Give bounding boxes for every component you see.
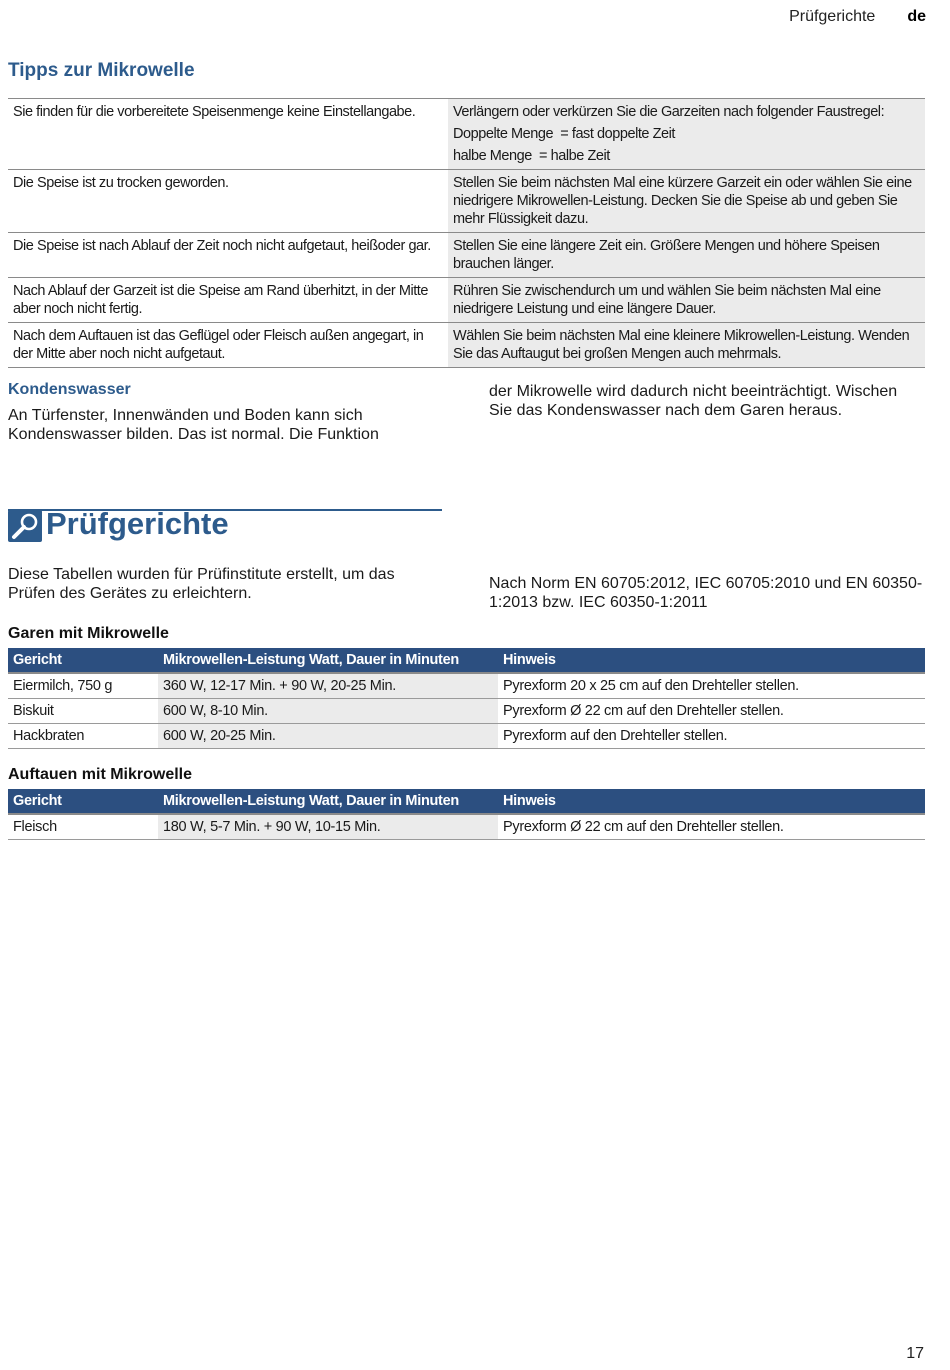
header-section: Prüfgerichte (789, 8, 876, 25)
tips-problem: Die Speise ist zu trocken geworden. (8, 170, 448, 233)
table-cell: Pyrexform auf den Drehteller stellen. (498, 723, 925, 748)
tips-solution-line: Stellen Sie eine längere Zeit ein. Größere Mengen und höhere Speisen brauchen länger. (453, 238, 880, 272)
table-cell: Eiermilch, 750 g (8, 673, 158, 698)
tips-solution-line: Doppelte Menge = fast doppelte Zeit (453, 126, 675, 142)
tips-solution-line: Rühren Sie zwischendurch um und wählen Sie beim nächsten Mal eine niedrigere Leistung und eine längere Dauer. (453, 283, 881, 317)
tips-problem: Sie finden für die vorbereitete Speisenmenge keine Einstellangabe. (8, 99, 448, 170)
tips-row (8, 278, 925, 323)
table-cell: 360 W, 12-17 Min. + 90 W, 20-25 Min. (158, 673, 498, 698)
column-header: Hinweis (498, 789, 925, 814)
column-header: Mikrowellen-Leistung Watt, Dauer in Minuten (158, 648, 498, 673)
tips-table (8, 98, 925, 368)
table-cell: 180 W, 5-7 Min. + 90 W, 10-15 Min. (158, 814, 498, 839)
tips-solution (448, 323, 925, 368)
auftauen-title: Auftauen mit Mikrowelle (8, 766, 193, 783)
tips-solution-line: Verlängern oder verkürzen Sie die Garzeiten nach folgender Faustregel: (453, 104, 885, 120)
pruef-intro-left: Diese Tabellen wurden für Prüfinstitute erstellt, um das Prüfen des Gerätes zu erleichtern. (8, 566, 395, 602)
table-cell: 600 W, 20-25 Min. (158, 723, 498, 748)
tips-row (8, 170, 925, 233)
tips-problem: Nach Ablauf der Garzeit ist die Speise am Rand überhitzt, in der Mitte aber noch nicht fertig. (8, 278, 448, 323)
tips-problem: Die Speise ist nach Ablauf der Zeit noch nicht aufgetaut, heißoder gar. (8, 233, 448, 278)
auftauen-table (8, 789, 925, 840)
column-header: Mikrowellen-Leistung Watt, Dauer in Minuten (158, 789, 498, 814)
table-cell: Biskuit (8, 698, 158, 723)
pruef-intro-right: Nach Norm EN 60705:2012, IEC 60705:2010 und EN 60350-1:2013 bzw. IEC 60350-1:2011 (489, 575, 923, 611)
kondens-title: Kondenswasser (8, 381, 131, 398)
tips-solution-line: Stellen Sie beim nächsten Mal eine kürzere Garzeit ein oder wählen Sie eine niedrigere Mikrowellen-Leistung. Decken Sie die Speise ab und geben Sie mehr Flüssigkeit dazu. (453, 175, 912, 227)
table-row (8, 673, 925, 698)
tips-solution (448, 233, 925, 278)
column-header: Gericht (8, 789, 158, 814)
section-title: Prüfgerichte (46, 506, 229, 541)
garen-title: Garen mit Mikrowelle (8, 625, 169, 642)
column-header: Hinweis (498, 648, 925, 673)
table-row (8, 723, 925, 748)
tips-solution (448, 278, 925, 323)
tips-solution-line: Wählen Sie beim nächsten Mal eine kleinere Mikrowellen-Leistung. Wenden Sie das Auftaugut bei großen Mengen auch mehrmals. (453, 328, 910, 362)
column-header: Gericht (8, 648, 158, 673)
table-row (8, 814, 925, 839)
tips-problem: Nach dem Auftauen ist das Geflügel oder Fleisch außen angegart, in der Mitte aber noch nicht aufgetaut. (8, 323, 448, 368)
tips-title: Tipps zur Mikrowelle (8, 60, 195, 81)
header-language: de (907, 8, 926, 25)
page-header (789, 8, 926, 26)
table-cell: Fleisch (8, 814, 158, 839)
table-row (8, 698, 925, 723)
magnifier-icon (8, 510, 42, 542)
tips-row (8, 233, 925, 278)
tips-solution (448, 99, 925, 170)
tips-solution (448, 170, 925, 233)
table-cell: Pyrexform Ø 22 cm auf den Drehteller stellen. (498, 698, 925, 723)
kondens-text-right: der Mikrowelle wird dadurch nicht beeinträchtigt. Wischen Sie das Kondenswasser nach dem Garen heraus. (489, 383, 898, 419)
table-cell: Hackbraten (8, 723, 158, 748)
table-header-row (8, 789, 925, 814)
tips-row (8, 323, 925, 368)
page-number: 17 (906, 1345, 924, 1362)
table-header-row (8, 648, 925, 673)
table-cell: 600 W, 8-10 Min. (158, 698, 498, 723)
table-cell: Pyrexform Ø 22 cm auf den Drehteller stellen. (498, 814, 925, 839)
table-cell: Pyrexform 20 x 25 cm auf den Drehteller stellen. (498, 673, 925, 698)
kondens-text-left: An Türfenster, Innenwänden und Boden kann sich Kondenswasser bilden. Das ist normal. Die Funktion (8, 407, 379, 443)
tips-row (8, 99, 925, 170)
tips-solution-line: halbe Menge = halbe Zeit (453, 148, 610, 164)
garen-table (8, 648, 925, 749)
